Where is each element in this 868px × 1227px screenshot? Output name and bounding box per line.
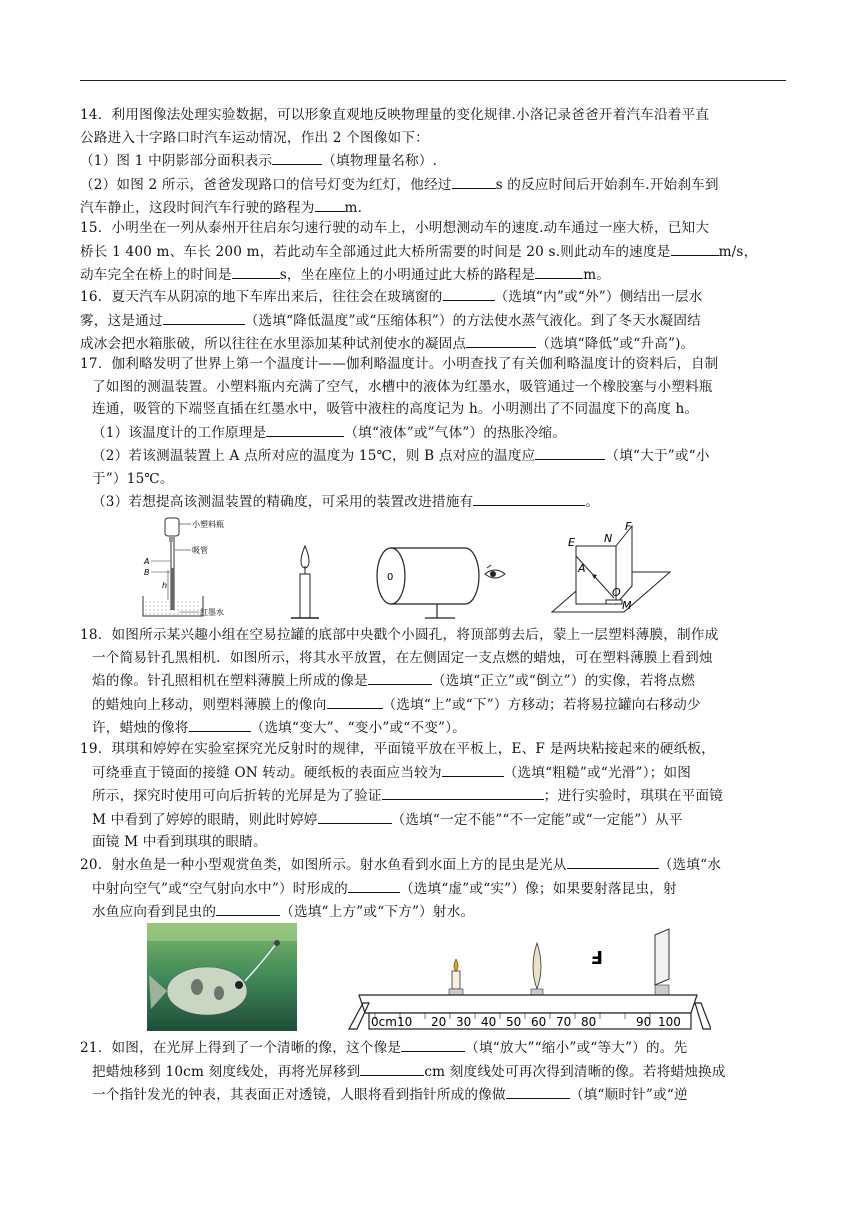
answer-blank[interactable]: [315, 196, 345, 212]
candle: [300, 574, 310, 618]
q20-line1: 20．射水鱼是一种小型观赏鱼类，如图所示。射水鱼看到水面上方的昆虫是光从 （选填“水: [80, 853, 788, 877]
plane-mirror: [606, 600, 622, 604]
red-ink-label: 红墨水: [200, 608, 224, 617]
question-14: [80, 104, 788, 220]
answer-blank[interactable]: [442, 761, 504, 777]
answer-blank[interactable]: [535, 444, 605, 460]
question-16: [80, 285, 788, 356]
tick-label: 60: [531, 1015, 547, 1029]
answer-blank[interactable]: [466, 332, 536, 348]
q15-line3: 动车完全在桥上的时间是 s，坐在座位上的小明通过此大桥的路程是 m。: [80, 263, 788, 287]
insect: [274, 940, 280, 946]
answer-blank[interactable]: [368, 669, 432, 685]
question-15: [80, 217, 788, 287]
q16-line1: 16．夏天汽车从阴凉的地下车库出来后，往往会在玻璃窗的 （选填“内”或“外”）侧结出一层水: [80, 285, 788, 309]
q17-part2: （2）若该测温装置上 A 点所对应的温度为 15℃，则 B 点对应的温度应 （填“大于”或“小: [80, 444, 788, 468]
answer-blank[interactable]: [348, 877, 400, 893]
q21-line1: 21．如图，在光屏上得到了一个清晰的像，这个像是 （填“放大”“缩小”或“等大”）的。先: [80, 1036, 788, 1060]
label-a: A: [578, 562, 586, 575]
tick-label: 50: [506, 1015, 522, 1029]
rubber-stopper: [169, 536, 175, 542]
q14-line1: 14．利用图像法处理实验数据，可以形象直观地反映物理量的变化规律.小洛记录爸爸开着汽车沿着平直: [80, 107, 710, 123]
q16-line2: 雾，这是通过 （选填“降低温度”或“压缩体积”）的方法使水蒸气液化。到了冬天水凝固结: [80, 309, 788, 333]
tube-label: 吸管: [192, 546, 208, 555]
q14-part2: （2）如图 2 所示，爸爸发现路口的信号灯变为红灯，他经过 s 的反应时间后开始刹车.开始刹车到: [80, 173, 788, 197]
question-17: [80, 353, 788, 514]
archer-fish-photo: [147, 923, 297, 1031]
label-f: F: [625, 520, 632, 533]
question-20: [80, 853, 788, 924]
height-h-label: h: [162, 581, 168, 590]
small-plastic-bottle: [165, 518, 179, 536]
plastic-film: [465, 548, 479, 604]
q17-line3: 连通，吸管的下端竖直插在红墨水中，吸管中液柱的高度记为 h。小明测出了不同温度下的高度 h。: [92, 401, 699, 417]
answer-blank[interactable]: [671, 240, 719, 256]
q19-line1: 19．琪琪和婷婷在实验室探究光反射时的规律，平面镜平放在平板上，E、F 是两块粘接起来的硬纸板，: [80, 741, 716, 757]
q16-line3: 成冰会把水箱胀破，所以往往在水里添加某种试剂使水的凝固点 （选填“降低”或“升高”)。: [80, 332, 788, 356]
q18-line2: 一个简易针孔黑相机．如图所示，将其水平放置，在左侧固定一支点燃的蜡烛，可在塑料薄膜上看到烛: [92, 649, 713, 666]
answer-blank[interactable]: [318, 808, 392, 824]
tick-label: 40: [481, 1015, 497, 1029]
answer-blank[interactable]: [535, 263, 583, 279]
tick-label: 90: [636, 1015, 652, 1029]
answer-blank[interactable]: [360, 1060, 424, 1076]
q14-part1: （1）图 1 中阴影部分面积表示 （填物理量名称）.: [80, 149, 788, 173]
answer-blank[interactable]: [382, 784, 544, 800]
q18-line1: 18．如图所示某兴趣小组在空易拉罐的底部中央戳个小圆孔，将顶部剪去后，蒙上一层塑料薄膜，制作成: [80, 627, 719, 643]
answer-blank[interactable]: [163, 309, 245, 325]
answer-blank[interactable]: [401, 1036, 465, 1052]
q20-line2: 中射向空气”或“空气射向水中”）时形成的 （选填“虚”或“实”）像；如果要射落昆虫，射: [80, 877, 788, 901]
answer-blank[interactable]: [327, 693, 383, 709]
candle-flame: [301, 546, 309, 568]
q14-part2-cont: 汽车静止，这段时间汽车行驶的路程为 m.: [80, 196, 788, 220]
q20-line3: 水鱼应向看到昆虫的 （选填“上方”或“下方”）射水。: [80, 900, 788, 924]
q17-line1: 17．伽利略发明了世界上第一个温度计——伽利略温度计。小明查找了有关伽利略温度计的资料后，自制: [80, 356, 719, 372]
answer-blank[interactable]: [473, 490, 585, 506]
light-screen: [655, 929, 669, 995]
bottle-label: 小塑料瓶: [192, 520, 224, 529]
header-rule: [80, 80, 786, 81]
light-reflection-figure: [548, 516, 673, 616]
q17-part1: （1）该温度计的工作原理是 （填“液体”或”气体”）的热胀冷缩。: [80, 421, 788, 445]
q19-line4: M 中看到了婷婷的眼睛，则此时婷婷 （选填“一定不能”“不一定能”或“一定能”）从平: [80, 808, 788, 832]
q21-line3: 一个指针发光的钟表，其表面正对透镜，人眼将看到指针所成的像做 （填“顺时针”或“逆: [80, 1083, 788, 1107]
label-n: N: [604, 532, 613, 545]
q19-line2: 可绕垂直于镜面的接缝 ON 转动。硬纸板的表面应当较为 （选填“粗糙”或“光滑”）；如图: [80, 761, 788, 785]
answer-blank[interactable]: [506, 1083, 570, 1099]
tick-label: 100: [658, 1015, 681, 1029]
fish-body: [167, 967, 247, 1015]
optical-bench-figure: [345, 923, 711, 1033]
answer-blank[interactable]: [189, 716, 251, 732]
answer-blank[interactable]: [232, 263, 280, 279]
inverted-image-glyph: F: [590, 946, 603, 967]
q18-line5: 许，蜡烛的像将 （选填“变大”、“变小”或“不变”）。: [80, 716, 788, 740]
label-o: O: [612, 586, 621, 599]
galileo-thermometer-figure: [135, 512, 255, 620]
q15-line2: 桥长 1 400 m、车长 200 m，若此动车全部通过此大桥所需要的时间是 20 s.则此动车的速度是 m/s，: [80, 240, 788, 264]
answer-blank[interactable]: [567, 853, 659, 869]
pinhole-label: 0: [387, 572, 394, 583]
eye-icon: [485, 565, 505, 578]
question-19: [80, 738, 788, 854]
tick-label: 70: [556, 1015, 572, 1029]
answer-blank[interactable]: [266, 421, 344, 437]
pinhole-camera-figure: [285, 538, 510, 626]
q17-line2: 了如图的测温装置。小塑料瓶内充满了空气，水槽中的液体为红墨水，吸管通过一个橡胶塞与小塑料瓶: [92, 378, 713, 395]
fish-eye: [235, 981, 243, 989]
tick-label: 80: [581, 1015, 597, 1029]
answer-blank[interactable]: [272, 149, 322, 165]
tick-label: 10: [397, 1015, 413, 1029]
question-18: [80, 624, 788, 740]
q18-line4: 的蜡烛向上移动，则塑料薄膜上的像向 （选填“上”或“下”）方移动；若将易拉罐向右移动少: [80, 693, 788, 717]
point-a-label: A: [144, 557, 150, 566]
bench-rail: [359, 995, 697, 1013]
point-b-label: B: [144, 568, 150, 577]
tick-label: 20: [431, 1015, 447, 1029]
q17-part3: （3）若想提高该测温装置的精确度，可采用的装置改进措施有 。: [80, 490, 788, 514]
label-m: M: [622, 599, 632, 612]
q18-line3: 焰的像。针孔照相机在塑料薄膜上所成的像是 （选填“正立”或“倒立”）的实像，若将点燃: [80, 669, 788, 693]
answer-blank[interactable]: [216, 900, 280, 916]
label-e: E: [568, 536, 575, 549]
q17-part2-cont: 于”）15℃。: [92, 470, 174, 487]
q15-line1: 15．小明坐在一列从泰州开往启东匀速行驶的动车上，小明想测动车的速度.动车通过一座大桥，已知大: [80, 220, 710, 236]
tick-label: 30: [456, 1015, 472, 1029]
tick-label: 0cm: [371, 1015, 397, 1029]
answer-blank[interactable]: [443, 285, 495, 301]
q21-line2: 把蜡烛移到 10cm 刻度线处，再将光屏移到 cm 刻度线处可再次得到清晰的像。若将蜡烛换成: [80, 1060, 788, 1084]
candle: [449, 959, 463, 995]
q14-line2: 公路进入十字路口时汽车运动情况，作出 2 个图像如下：: [80, 129, 429, 146]
q19-line5: 面镜 M 中看到琪琪的眼睛。: [92, 834, 267, 850]
answer-blank[interactable]: [452, 173, 496, 189]
convex-lens: [531, 943, 543, 995]
question-21: [80, 1036, 788, 1107]
q19-line3: 所示，探究时使用可向后折转的光屏是为了验证 ；进行实验时，琪琪在平面镜: [80, 784, 788, 808]
liquid-column: [171, 568, 174, 610]
